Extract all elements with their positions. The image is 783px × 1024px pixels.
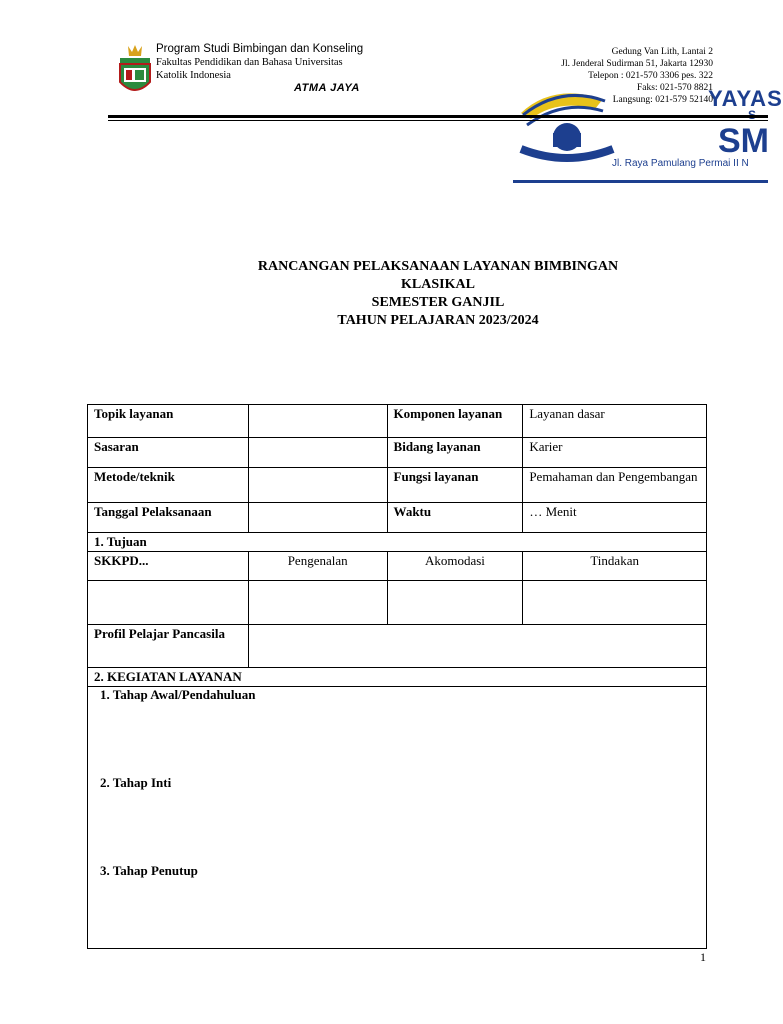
banner-underline: [513, 180, 768, 183]
topic-value-cell[interactable]: [248, 405, 387, 438]
table-row: [88, 552, 707, 581]
page-number: 1: [700, 950, 706, 964]
faculty-line: Fakultas Pendidikan dan Bahasa Universitas: [156, 57, 343, 68]
table-row: [88, 438, 707, 468]
activities-cell[interactable]: [88, 687, 707, 949]
table-row: [88, 625, 707, 668]
header-rule-thick: [108, 115, 768, 118]
component-value-cell[interactable]: Layanan dasar: [523, 405, 707, 438]
school-address: Jl. Raya Pamulang Permai II N: [612, 158, 749, 169]
profil-value-cell[interactable]: [248, 625, 706, 668]
stage-closing: 3. Tahap Penutup: [100, 863, 198, 878]
table-row: [88, 405, 707, 438]
address-line: Gedung Van Lith, Lantai 2: [611, 47, 713, 57]
column-header: Tindakan: [523, 552, 707, 581]
direct-line: Langsung: 021-579 52140: [612, 95, 713, 105]
field-value-cell[interactable]: Karier: [523, 438, 707, 468]
stage-core: 2. Tahap Inti: [100, 775, 172, 790]
method-value-cell[interactable]: [248, 468, 387, 503]
skkpd-label: SKKPD...: [88, 552, 249, 581]
akomodasi-cell[interactable]: [387, 581, 523, 625]
title-line: KLASIKAL: [401, 277, 475, 292]
label-cell: Topik layanan: [88, 405, 249, 438]
phone-line: Telepon : 021-570 3306 pes. 322: [588, 71, 713, 81]
label-cell: Metode/teknik: [88, 468, 249, 503]
label-cell: Waktu: [387, 503, 523, 533]
campus-address: [483, 46, 713, 106]
table-row: [88, 533, 707, 552]
brand-text: ATMA JAYA: [294, 82, 360, 94]
program-name: Program Studi Bimbingan dan Konseling: [156, 43, 364, 55]
faculty-address: [156, 43, 363, 82]
university-line: Katolik Indonesia: [156, 70, 231, 81]
section-heading-tujuan: 1. Tujuan: [88, 533, 707, 552]
fax-line: Faks: 021-570 8821: [637, 83, 713, 93]
table-row: [88, 687, 707, 949]
label-cell: Tanggal Pelaksanaan: [88, 503, 249, 533]
title-line: SEMESTER GANJIL: [371, 295, 505, 310]
label-cell: Komponen layanan: [387, 405, 523, 438]
label-cell: Sasaran: [88, 438, 249, 468]
school-name-small: S: [748, 108, 757, 122]
pengenalan-cell[interactable]: [248, 581, 387, 625]
stage-opening: 1. Tahap Awal/Pendahuluan: [100, 687, 256, 702]
skkpd-empty-cell[interactable]: [88, 581, 249, 625]
tindakan-cell[interactable]: [523, 581, 707, 625]
table-row: [88, 581, 707, 625]
function-value-cell[interactable]: Pemahaman dan Pengembangan: [523, 468, 707, 503]
document-title: [160, 258, 716, 330]
header-rule-thin: [108, 120, 768, 121]
university-logo: [118, 44, 152, 100]
title-line: RANCANGAN PELAKSANAAN LAYANAN BIMBINGAN: [257, 259, 619, 274]
label-cell: Bidang layanan: [387, 438, 523, 468]
title-line: TAHUN PELAJARAN 2023/2024: [337, 313, 539, 328]
table-row: [88, 503, 707, 533]
target-value-cell[interactable]: [248, 438, 387, 468]
date-value-cell[interactable]: [248, 503, 387, 533]
school-name-top: YAYAS: [708, 86, 783, 111]
table-row: [88, 468, 707, 503]
label-cell: Fungsi layanan: [387, 468, 523, 503]
time-value-cell[interactable]: … Menit: [523, 503, 707, 533]
column-header: Pengenalan: [248, 552, 387, 581]
section-heading-kegiatan: 2. KEGIATAN LAYANAN: [88, 668, 707, 687]
table-row: [88, 668, 707, 687]
school-name-big: SM: [718, 122, 769, 160]
plan-form-table: [87, 404, 707, 949]
profil-label: Profil Pelajar Pancasila: [88, 625, 249, 668]
column-header: Akomodasi: [387, 552, 523, 581]
address-line: Jl. Jenderal Sudirman 51, Jakarta 12930: [561, 59, 713, 69]
